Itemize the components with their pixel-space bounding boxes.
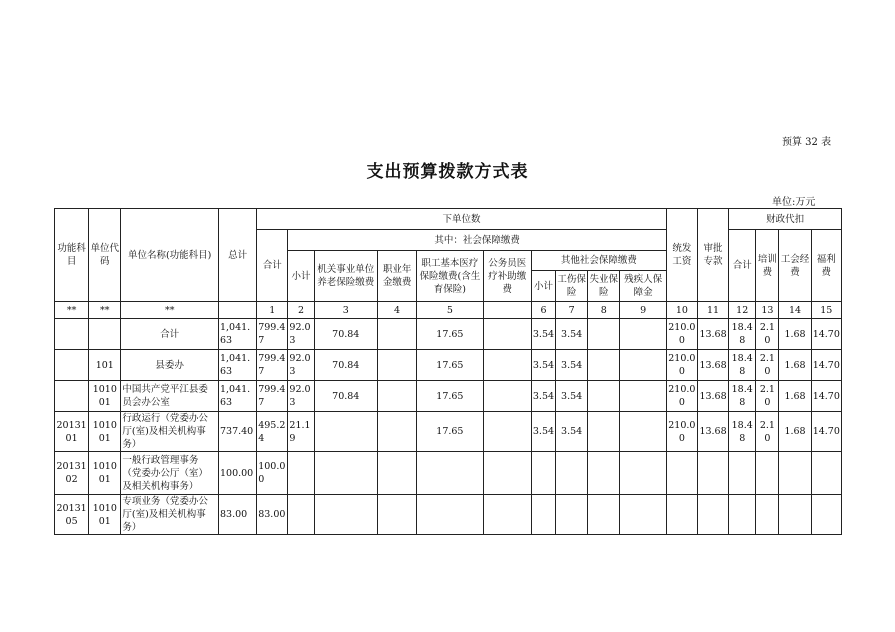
cell-total: 1,041.63 [218, 350, 256, 381]
header-unit-name: 单位名称(功能科目) [121, 209, 219, 302]
cell-unemployment [588, 495, 620, 535]
header-approved-special: 审批专款 [697, 209, 728, 302]
index-cell: ** [89, 302, 121, 319]
table-row [55, 350, 842, 381]
index-cell: 12 [729, 302, 756, 319]
index-cell: 13 [756, 302, 779, 319]
cell-training: 2.10 [756, 319, 779, 350]
cell-unit-name: 专项业务（党委办公厅(室)及相关机构事务） [121, 495, 219, 535]
cell-other-subtotal: 3.54 [531, 319, 555, 350]
cell-pension: 70.84 [314, 350, 377, 381]
cell-medical [417, 495, 483, 535]
cell-injury: 3.54 [556, 412, 588, 452]
cell-unit-name: 合计 [121, 319, 219, 350]
cell-union: 1.68 [779, 350, 811, 381]
cell-welfare: 14.70 [811, 381, 841, 412]
cell-medical: 17.65 [417, 350, 483, 381]
cell-lower-total: 799.47 [257, 381, 288, 412]
cell-union: 1.68 [779, 381, 811, 412]
header-lower-units: 下单位数 [257, 209, 667, 230]
header-medical: 职工基本医疗保险缴费(含生育保险) [417, 251, 483, 302]
cell-welfare: 14.70 [811, 412, 841, 452]
header-annuity: 职业年金缴费 [377, 251, 416, 302]
index-cell: 11 [697, 302, 728, 319]
header-injury: 工伤保险 [556, 271, 588, 302]
cell-func-code: 2013101 [55, 412, 89, 452]
cell-approved-special [697, 452, 728, 495]
cell-disability [620, 381, 666, 412]
cell-injury [556, 452, 588, 495]
index-cell: 9 [620, 302, 666, 319]
cell-unit-name: 县委办 [121, 350, 219, 381]
cell-injury: 3.54 [556, 319, 588, 350]
index-cell: 6 [531, 302, 555, 319]
cell-injury: 3.54 [556, 381, 588, 412]
cell-medical: 17.65 [417, 381, 483, 412]
cell-unemployment [588, 319, 620, 350]
index-cell [483, 302, 531, 319]
cell-pension [314, 452, 377, 495]
cell-other-subtotal [531, 495, 555, 535]
cell-fw-total: 18.48 [729, 319, 756, 350]
cell-disability [620, 412, 666, 452]
cell-annuity [377, 381, 416, 412]
cell-lower-total: 799.47 [257, 350, 288, 381]
header-fiscal-withhold: 财政代扣 [729, 209, 842, 230]
index-row [55, 302, 842, 319]
cell-civil-medical [483, 495, 531, 535]
cell-lower-total: 495.24 [257, 412, 288, 452]
index-cell: 1 [257, 302, 288, 319]
index-cell: 7 [556, 302, 588, 319]
header-training: 培训费 [756, 230, 779, 302]
cell-func-code [55, 319, 89, 350]
cell-unemployment [588, 412, 620, 452]
cell-training: 2.10 [756, 350, 779, 381]
cell-medical [417, 452, 483, 495]
cell-lower-total: 83.00 [257, 495, 288, 535]
cell-training [756, 495, 779, 535]
table-row [55, 495, 842, 535]
cell-union [779, 495, 811, 535]
cell-civil-medical [483, 452, 531, 495]
index-cell [218, 302, 256, 319]
cell-unit-code: 101001 [89, 452, 121, 495]
index-cell: 15 [811, 302, 841, 319]
cell-unified-wage [666, 495, 697, 535]
index-cell: 5 [417, 302, 483, 319]
cell-func-code [55, 381, 89, 412]
page-title: 支出预算拨款方式表 [366, 162, 529, 182]
cell-unit-name: 行政运行（党委办公厅(室)及相关机构事务） [121, 412, 219, 452]
cell-approved-special [697, 495, 728, 535]
budget-table [54, 208, 842, 535]
cell-total: 100.00 [218, 452, 256, 495]
index-cell: 10 [666, 302, 697, 319]
table-row [55, 412, 842, 452]
cell-unemployment [588, 350, 620, 381]
cell-unified-wage: 210.00 [666, 381, 697, 412]
cell-other-subtotal: 3.54 [531, 350, 555, 381]
cell-training [756, 452, 779, 495]
table-row [55, 381, 842, 412]
cell-civil-medical [483, 350, 531, 381]
cell-training: 2.10 [756, 412, 779, 452]
cell-fw-total [729, 495, 756, 535]
cell-other-subtotal: 3.54 [531, 412, 555, 452]
cell-annuity [377, 319, 416, 350]
header-unified-wage: 统发工资 [666, 209, 697, 302]
cell-pension: 70.84 [314, 381, 377, 412]
cell-annuity [377, 452, 416, 495]
cell-approved-special: 13.68 [697, 412, 728, 452]
index-cell: 8 [588, 302, 620, 319]
cell-unit-code: 101 [89, 350, 121, 381]
cell-injury [556, 495, 588, 535]
index-cell: 4 [377, 302, 416, 319]
header-fw-total: 合计 [729, 230, 756, 302]
cell-other-subtotal [531, 452, 555, 495]
table-row [55, 452, 842, 495]
header-unit-code: 单位代码 [89, 209, 121, 302]
cell-unit-name: 中国共产党平江县委员会办公室 [121, 381, 219, 412]
cell-annuity [377, 495, 416, 535]
cell-pension: 70.84 [314, 319, 377, 350]
cell-union: 1.68 [779, 319, 811, 350]
cell-fw-total: 18.48 [729, 381, 756, 412]
cell-civil-medical [483, 381, 531, 412]
cell-subtotal [288, 495, 314, 535]
index-cell: 14 [779, 302, 811, 319]
cell-unified-wage [666, 452, 697, 495]
unit-label: 单位:万元 [772, 197, 816, 208]
cell-disability [620, 495, 666, 535]
cell-injury: 3.54 [556, 350, 588, 381]
cell-unified-wage: 210.00 [666, 412, 697, 452]
table-row [55, 319, 842, 350]
cell-subtotal: 21.19 [288, 412, 314, 452]
header-func-code: 功能科目 [55, 209, 89, 302]
header-union: 工会经费 [779, 230, 811, 302]
cell-pension [314, 495, 377, 535]
cell-approved-special: 13.68 [697, 319, 728, 350]
header-pension: 机关事业单位养老保险缴费 [314, 251, 377, 302]
cell-subtotal: 92.03 [288, 319, 314, 350]
cell-fw-total [729, 452, 756, 495]
cell-civil-medical [483, 319, 531, 350]
header-unemployment: 失业保险 [588, 271, 620, 302]
cell-approved-special: 13.68 [697, 350, 728, 381]
cell-total: 83.00 [218, 495, 256, 535]
table-number: 预算 32 表 [782, 137, 832, 148]
cell-func-code [55, 350, 89, 381]
cell-lower-total: 799.47 [257, 319, 288, 350]
cell-lower-total: 100.00 [257, 452, 288, 495]
cell-civil-medical [483, 412, 531, 452]
cell-total: 1,041.63 [218, 381, 256, 412]
cell-unit-code [89, 319, 121, 350]
cell-welfare: 14.70 [811, 350, 841, 381]
cell-disability [620, 319, 666, 350]
cell-subtotal [288, 452, 314, 495]
cell-annuity [377, 412, 416, 452]
header-of-which-social: 其中：社会保障缴费 [288, 230, 666, 251]
cell-pension [314, 412, 377, 452]
header-civil-medical: 公务员医疗补助缴费 [483, 251, 531, 302]
cell-unemployment [588, 452, 620, 495]
cell-subtotal: 92.03 [288, 381, 314, 412]
cell-training: 2.10 [756, 381, 779, 412]
cell-func-code: 2013102 [55, 452, 89, 495]
header-other-social: 其他社会保障缴费 [531, 251, 666, 271]
cell-func-code: 2013105 [55, 495, 89, 535]
cell-union: 1.68 [779, 412, 811, 452]
cell-medical: 17.65 [417, 319, 483, 350]
header-subtotal: 小计 [288, 251, 314, 302]
cell-total: 737.40 [218, 412, 256, 452]
cell-medical: 17.65 [417, 412, 483, 452]
cell-welfare [811, 495, 841, 535]
index-cell: 3 [314, 302, 377, 319]
cell-unemployment [588, 381, 620, 412]
cell-unified-wage: 210.00 [666, 319, 697, 350]
cell-unit-code: 101001 [89, 495, 121, 535]
header-welfare: 福利费 [811, 230, 841, 302]
cell-subtotal: 92.03 [288, 350, 314, 381]
cell-welfare: 14.70 [811, 319, 841, 350]
index-cell: 2 [288, 302, 314, 319]
cell-fw-total: 18.48 [729, 412, 756, 452]
cell-unified-wage: 210.00 [666, 350, 697, 381]
cell-unit-name: 一般行政管理事务（党委办公厅（室）及相关机构事务） [121, 452, 219, 495]
cell-unit-code: 101001 [89, 412, 121, 452]
cell-total: 1,041.63 [218, 319, 256, 350]
header-disability: 残疾人保障金 [620, 271, 666, 302]
cell-welfare [811, 452, 841, 495]
cell-annuity [377, 350, 416, 381]
cell-approved-special: 13.68 [697, 381, 728, 412]
index-cell: ** [55, 302, 89, 319]
cell-disability [620, 350, 666, 381]
header-lower-total: 合计 [257, 230, 288, 302]
header-total: 总计 [218, 209, 256, 302]
cell-other-subtotal: 3.54 [531, 381, 555, 412]
cell-union [779, 452, 811, 495]
cell-fw-total: 18.48 [729, 350, 756, 381]
cell-unit-code: 101001 [89, 381, 121, 412]
cell-disability [620, 452, 666, 495]
header-other-subtotal: 小计 [531, 271, 555, 302]
index-cell: ** [121, 302, 219, 319]
